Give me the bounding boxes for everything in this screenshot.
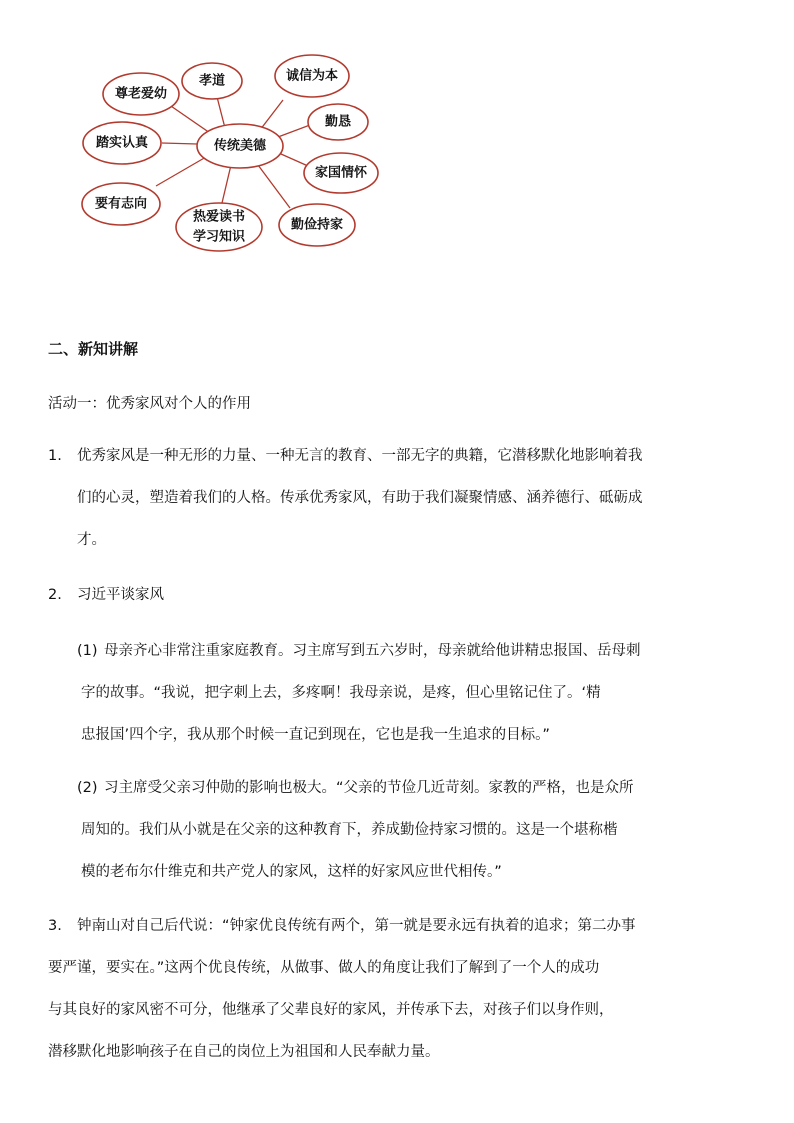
text-line: 与其良好的家风密不可分，他继承了父辈良好的家风，并传承下去，对孩子们以身作则， [48,1002,614,1018]
subitem-number: (2) [77,780,98,796]
item-paragraph [77,574,164,616]
text-line: 要严谨，要实在。”这两个优良传统，从做事、做人的角度让我们了解到了一个人的成功 [48,960,600,976]
text-line: 潜移默化地影响孩子在自己的岗位上为祖国和人民奉献力量。 [48,1044,440,1060]
text-line: 字的故事。“我说，把字刺上去，多疼啊！我母亲说，是疼，但心里铭记住了。‘精 [81,685,601,701]
text-line: 才。 [77,532,106,548]
item-number: 1. [48,448,62,464]
text-line: 周知的。我们从小就是在父亲的这种教育下，养成勤俭持家习惯的。这是一个堪称楷 [81,822,618,838]
item-number: 3. [48,918,62,934]
node-filial-piety: 孝道 [198,73,226,89]
node-center: 传统美德 [213,138,267,154]
subitem-paragraph [81,767,634,893]
text-line: 优秀家风是一种无形的力量、一种无言的教育、一部无字的典籍，它潜移默化地影响着我 [77,448,643,464]
text-line: 母亲齐心非常注重家庭教育。习主席写到五六岁时，母亲就给他讲精忠报国、岳母刺 [104,643,641,659]
section-title: 二、新知讲解 [48,340,139,358]
item-paragraph [77,435,643,561]
node-respect-elders: 尊老爱幼 [114,86,168,102]
text-line: 习主席受父亲习仲勋的影响也极大。“父亲的节俭几近苛刻。家教的严格，也是众所 [104,780,634,796]
text-line: 忠报国’四个字，我从那个时候一直记到现在，它也是我一生追求的目标。” [81,727,550,743]
node-diligence: 勤恳 [324,114,352,130]
node-integrity: 诚信为本 [285,68,339,84]
node-ambition: 要有志向 [94,196,148,212]
text-line: 习近平谈家风 [77,587,164,603]
text-line: 们的心灵，塑造着我们的人格。传承优秀家风，有助于我们凝聚情感、涵养德行、砥砺成 [77,490,643,506]
text-line: 钟南山对自己后代说：“钟家优良传统有两个，第一就是要永远有执着的追求；第二办事 [77,918,636,934]
item-number: 2. [48,587,62,603]
subitem-paragraph [81,630,641,756]
node-love-reading-line1: 热爱读书 [192,209,246,225]
activity-heading: 活动一：优秀家风对个人的作用 [48,396,251,412]
node-thrift: 勤俭持家 [290,217,344,233]
virtue-mind-map [70,50,390,260]
text-line: 模的老布尔什维克和共产党人的家风，这样的好家风应世代相传。” [81,864,502,880]
item-paragraph [48,905,636,1073]
node-patriotism: 家国情怀 [314,165,368,181]
node-love-reading-line2: 学习知识 [192,229,246,245]
subitem-number: (1) [77,643,98,659]
node-down-to-earth: 踏实认真 [95,135,149,151]
